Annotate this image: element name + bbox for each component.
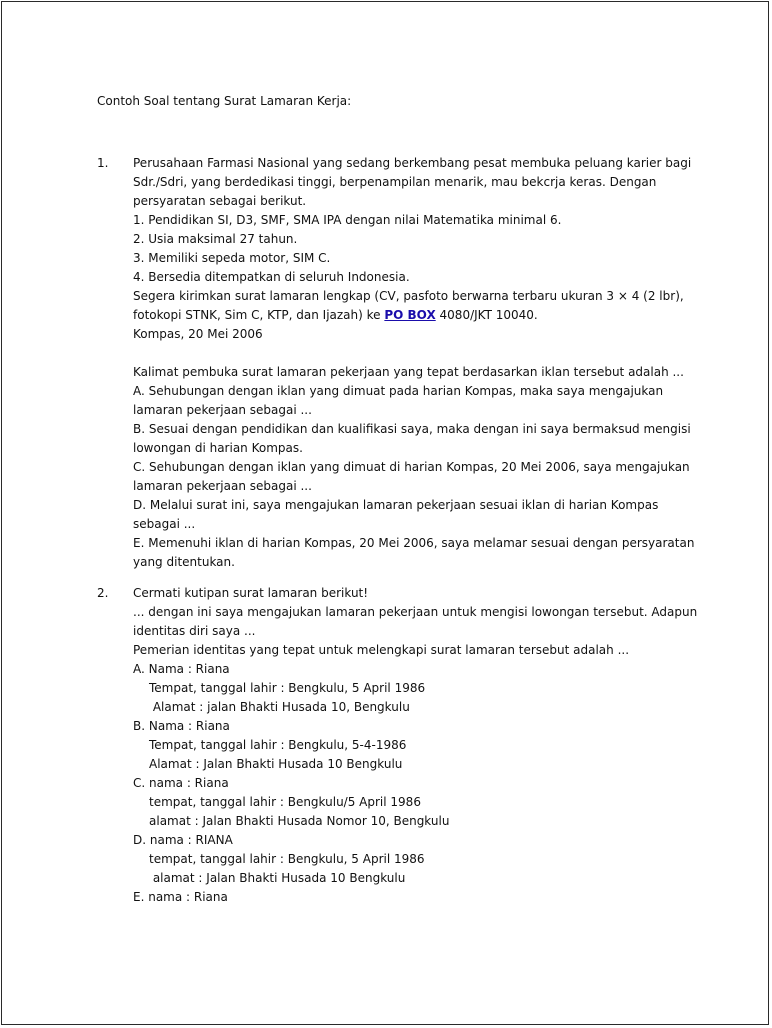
q1-intro-line: persyaratan sebagai berikut. bbox=[133, 194, 307, 208]
document-title: Contoh Soal tentang Surat Lamaran Kerja: bbox=[97, 94, 352, 108]
q1-date-line: Kompas, 20 Mei 2006 bbox=[133, 327, 263, 341]
q1-option-c-cont: lamaran pekerjaan sebagai ... bbox=[133, 479, 312, 493]
q2-option-b-detail: Tempat, tanggal lahir : Bengkulu, 5-4-1986 bbox=[149, 738, 407, 752]
q2-option-e: E. nama : Riana bbox=[133, 890, 228, 904]
q2-option-a-detail: Alamat : jalan Bhakti Husada 10, Bengkulu bbox=[149, 700, 410, 714]
question-1 bbox=[133, 154, 693, 572]
q1-option-b: B. Sesuai dengan pendidikan dan kualifikasi saya, maka dengan ini saya bermaksud mengisi bbox=[133, 422, 691, 436]
q2-line: ... dengan ini saya mengajukan lamaran pekerjaan untuk mengisi lowongan tersebut. Adapun bbox=[133, 605, 698, 619]
question-1-number: 1. bbox=[97, 156, 109, 170]
q2-option-c: C. nama : Riana bbox=[133, 776, 229, 790]
po-box-link[interactable]: PO BOX bbox=[384, 308, 436, 322]
q1-intro-line: Segera kirimkan surat lamaran lengkap (CV, pasfoto berwarna terbaru ukuran 3 × 4 (2 lbr), bbox=[133, 289, 684, 303]
document-page bbox=[1, 1, 769, 1025]
q2-option-d: D. nama : RIANA bbox=[133, 833, 233, 847]
q1-option-e: E. Memenuhi iklan di harian Kompas, 20 Mei 2006, saya melamar sesuai dengan persyaratan bbox=[133, 536, 695, 550]
q1-requirement: 3. Memiliki sepeda motor, SIM C. bbox=[133, 251, 331, 265]
q1-option-c: C. Sehubungan dengan iklan yang dimuat di harian Kompas, 20 Mei 2006, saya mengajukan bbox=[133, 460, 690, 474]
q1-address-line bbox=[133, 306, 693, 325]
q2-line: Cermati kutipan surat lamaran berikut! bbox=[133, 586, 369, 600]
q1-question-line: Kalimat pembuka surat lamaran pekerjaan yang tepat berdasarkan iklan tersebut adalah ... bbox=[133, 365, 684, 379]
q1-option-a-cont: lamaran pekerjaan sebagai ... bbox=[133, 403, 312, 417]
q1-option-a: A. Sehubungan dengan iklan yang dimuat pada harian Kompas, maka saya mengajukan bbox=[133, 384, 664, 398]
q2-option-c-detail: tempat, tanggal lahir : Bengkulu/5 April 1986 bbox=[149, 795, 421, 809]
q2-option-c-detail: alamat : Jalan Bhakti Husada Nomor 10, Bengkulu bbox=[149, 814, 450, 828]
q2-option-d-detail: alamat : Jalan Bhakti Husada 10 Bengkulu bbox=[149, 871, 406, 885]
q1-address-suffix: 4080/JKT 10040. bbox=[435, 308, 538, 322]
q2-line: identitas diri saya ... bbox=[133, 624, 256, 638]
q2-option-a: A. Nama : Riana bbox=[133, 662, 230, 676]
q1-option-d: D. Melalui surat ini, saya mengajukan lamaran pekerjaan sesuai iklan di harian Kompas bbox=[133, 498, 659, 512]
q2-option-a-detail: Tempat, tanggal lahir : Bengkulu, 5 April 1986 bbox=[149, 681, 426, 695]
q1-requirement: 4. Bersedia ditempatkan di seluruh Indonesia. bbox=[133, 270, 410, 284]
q1-option-b-cont: lowongan di harian Kompas. bbox=[133, 441, 303, 455]
q1-requirement: 2. Usia maksimal 27 tahun. bbox=[133, 232, 298, 246]
q2-line: Pemerian identitas yang tepat untuk melengkapi surat lamaran tersebut adalah ... bbox=[133, 643, 630, 657]
q1-option-e-cont: yang ditentukan. bbox=[133, 555, 235, 569]
q1-intro-line: Sdr./Sdri, yang berdedikasi tinggi, berpenampilan menarik, mau bekcrja keras. Dengan bbox=[133, 175, 657, 189]
q1-address-prefix: fotokopi STNK, Sim C, KTP, dan Ijazah) ke bbox=[133, 308, 385, 322]
q1-requirement: 1. Pendidikan SI, D3, SMF, SMA IPA dengan nilai Matematika minimal 6. bbox=[133, 213, 562, 227]
q2-option-b-detail: Alamat : Jalan Bhakti Husada 10 Bengkulu bbox=[149, 757, 403, 771]
q1-option-d-cont: sebagai ... bbox=[133, 517, 196, 531]
question-2 bbox=[133, 584, 698, 907]
q2-option-d-detail: tempat, tanggal lahir : Bengkulu, 5 April 1986 bbox=[149, 852, 425, 866]
q1-intro-line: Perusahaan Farmasi Nasional yang sedang berkembang pesat membuka peluang karier bagi bbox=[133, 156, 692, 170]
question-2-number: 2. bbox=[97, 586, 109, 600]
document-body bbox=[2, 2, 768, 1024]
q2-option-b: B. Nama : Riana bbox=[133, 719, 230, 733]
